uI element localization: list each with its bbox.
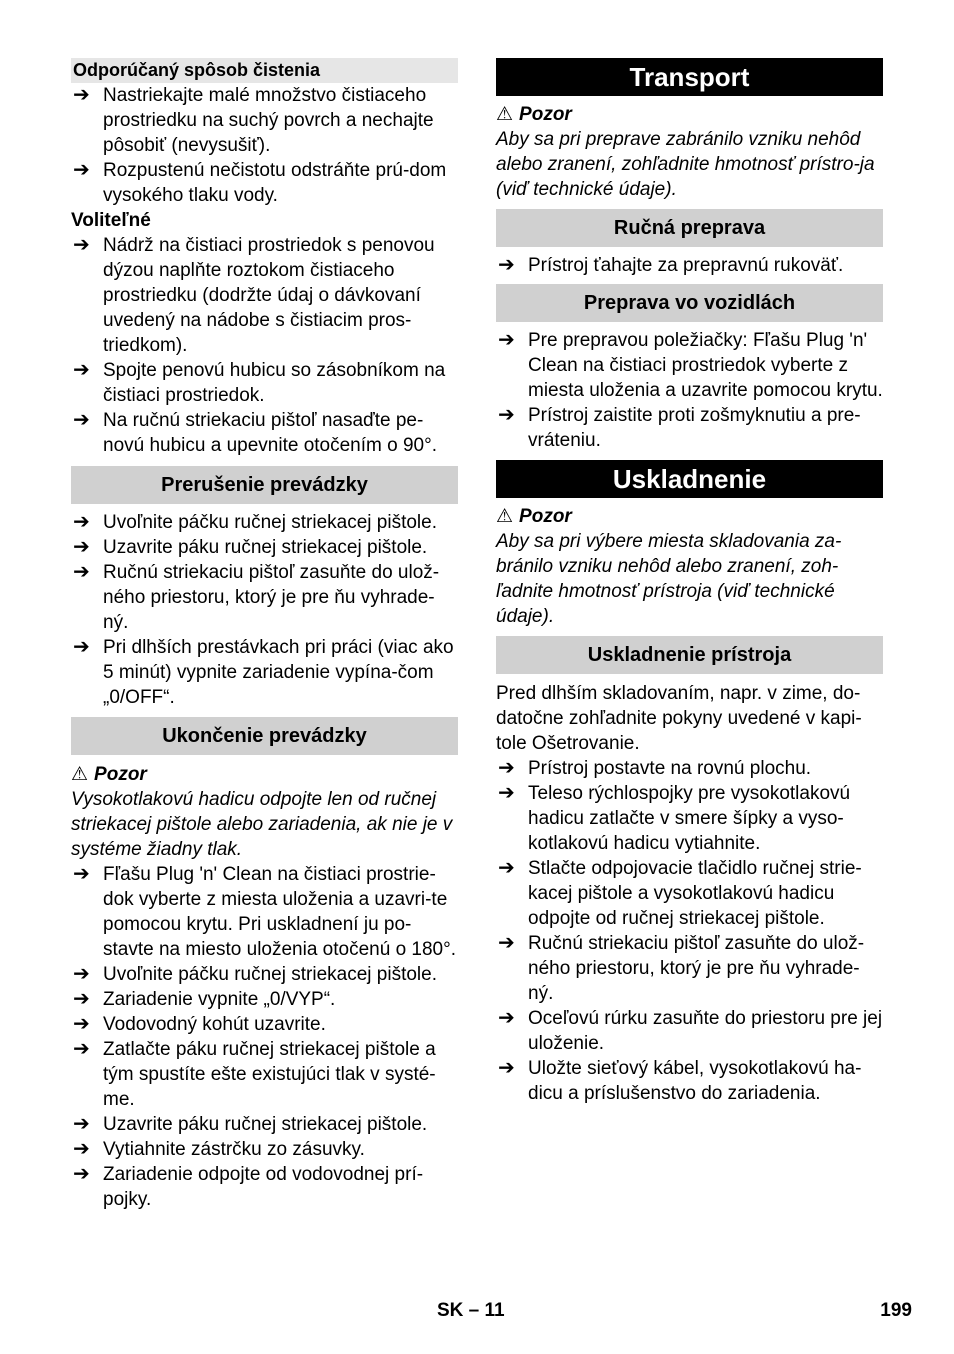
cleaning-method-list (71, 83, 458, 208)
list-item (71, 1037, 458, 1112)
list-item (71, 862, 458, 962)
device-storage-paragraph: Pred dlhším skladovaním, napr. v zime, do-datočne zohľadnite pokyny uvedené v kapi-tole Ošetrovanie. (496, 683, 862, 754)
arrow-right-icon: ➔ (73, 963, 90, 985)
arrow-right-icon: ➔ (73, 561, 90, 583)
list-item (71, 158, 458, 208)
list-item (71, 1162, 458, 1212)
transport-warning-text: Aby sa pri preprave zabránilo vzniku nehôd alebo zranení, zohľadnite hmotnosť prístro-ja (viď technické údaje). (496, 129, 875, 200)
list-item-text: Zariadenie vypnite „0/VYP“. (103, 989, 336, 1010)
arrow-right-icon: ➔ (73, 1113, 90, 1135)
arrow-right-icon: ➔ (73, 159, 90, 181)
interrupt-operation-list (71, 510, 458, 710)
list-item (71, 560, 458, 635)
interrupt-operation-heading: Prerušenie prevádzky (71, 466, 458, 504)
list-item-text: Prístroj zaistite proti zošmyknutiu a pre-vráteniu. (528, 405, 861, 451)
list-item-text: Uvoľnite páčku ručnej striekacej pištole. (103, 512, 437, 533)
list-item (71, 635, 458, 710)
list-item-text: Pri dlhších prestávkach pri práci (viac ako 5 minút) vypnite zariadenie vypína-čom „0/OFF“. (103, 637, 454, 708)
left-column (71, 58, 458, 1212)
list-item-text: Uzavrite páku ručnej striekacej pištole. (103, 1114, 428, 1135)
arrow-right-icon: ➔ (498, 757, 515, 779)
list-item-text: Stlačte odpojovacie tlačidlo ručnej strie-kacej pištole a vysokotlakovú hadicu odpojte od ručnej striekacej pištole. (528, 858, 862, 929)
arrow-right-icon: ➔ (73, 636, 90, 658)
device-storage-heading: Uskladnenie prístroja (496, 636, 883, 674)
arrow-right-icon: ➔ (73, 536, 90, 558)
list-item (496, 1056, 883, 1106)
storage-warning-heading (496, 504, 883, 529)
storage-warning-label: Pozor (519, 506, 572, 527)
end-warning-text: Vysokotlakovú hadicu odpojte len od ručnej striekacej pištole alebo zariadenia, ak nie je v systéme žiadny tlak. (71, 789, 453, 860)
list-item-text: Zariadenie odpojte od vodovodnej prí-pojky. (103, 1164, 424, 1210)
arrow-right-icon: ➔ (73, 359, 90, 381)
arrow-right-icon: ➔ (498, 857, 515, 879)
arrow-right-icon: ➔ (498, 932, 515, 954)
arrow-right-icon: ➔ (73, 409, 90, 431)
list-item (496, 253, 883, 278)
optional-list (71, 233, 458, 458)
list-item-text: Vodovodný kohút uzavrite. (103, 1014, 326, 1035)
arrow-right-icon: ➔ (73, 1038, 90, 1060)
list-item (71, 535, 458, 560)
arrow-right-icon: ➔ (73, 1013, 90, 1035)
arrow-right-icon: ➔ (73, 988, 90, 1010)
device-storage-list (496, 756, 883, 1106)
arrow-right-icon: ➔ (498, 782, 515, 804)
warning-triangle-icon: ⚠ (496, 506, 514, 527)
list-item (71, 233, 458, 358)
list-item (496, 756, 883, 781)
page-number: 199 (880, 1300, 912, 1321)
list-item (496, 1006, 883, 1056)
list-item (71, 987, 458, 1012)
arrow-right-icon: ➔ (73, 84, 90, 106)
vehicle-transport-list (496, 328, 883, 453)
arrow-right-icon: ➔ (498, 329, 515, 351)
list-item (71, 1137, 458, 1162)
transport-warning-label: Pozor (519, 104, 572, 125)
transport-heading: Transport (496, 58, 883, 96)
manual-transport-list (496, 253, 883, 278)
list-item (496, 856, 883, 931)
list-item (496, 931, 883, 1006)
arrow-right-icon: ➔ (73, 234, 90, 256)
list-item (71, 83, 458, 158)
storage-warning-text: Aby sa pri výbere miesta skladovania za-bránilo vzniku nehôd alebo zranení, zoh-ľadnite hmotnosť prístroja (viď technické údaje). (496, 531, 842, 627)
arrow-right-icon: ➔ (498, 404, 515, 426)
end-operation-heading: Ukončenie prevádzky (71, 717, 458, 755)
list-item-text: Ručnú striekaciu pištoľ zasuňte do ulož-ného priestoru, ktorý je pre ňu vyhrade-ný. (528, 933, 865, 1004)
list-item-text: Spojte penovú hubicu so zásobníkom na čistiaci prostriedok. (103, 360, 446, 406)
list-item-text: Na ručnú striekaciu pištoľ nasaďte pe-novú hubicu a upevnite otočením o 90°. (103, 410, 437, 456)
list-item-text: Uzavrite páku ručnej striekacej pištole. (103, 537, 428, 558)
arrow-right-icon: ➔ (73, 1138, 90, 1160)
storage-heading: Uskladnenie (496, 460, 883, 498)
manual-transport-heading: Ručná preprava (496, 209, 883, 247)
list-item-text: Oceľovú rúrku zasuňte do priestoru pre jej uloženie. (528, 1008, 883, 1054)
list-item-text: Ručnú striekaciu pištoľ zasuňte do ulož-ného priestoru, ktorý je pre ňu vyhrade-ný. (103, 562, 440, 633)
arrow-right-icon: ➔ (73, 511, 90, 533)
list-item (71, 510, 458, 535)
list-item-text: Fľašu Plug 'n' Clean na čistiaci prostrie-dok vyberte z miesta uloženia a uzavri-te pomocou krytu. Pri uskladnení ju po-stavte na miesto uloženia otočenú o 180°. (103, 864, 456, 960)
arrow-right-icon: ➔ (73, 863, 90, 885)
list-item-text: Uvoľnite páčku ručnej striekacej pištole. (103, 964, 437, 985)
cleaning-method-heading: Odporúčaný spôsob čistenia (71, 58, 458, 83)
list-item (71, 962, 458, 987)
optional-label: Voliteľné (71, 210, 151, 231)
list-item-text: Zatlačte páku ručnej striekacej pištole a tým spustíte ešte existujúci tlak v systé-me. (103, 1039, 436, 1110)
end-warning-heading (71, 762, 458, 787)
list-item-text: Teleso rýchlospojky pre vysokotlakovú hadicu zatlačte v smere šípky a vyso-kotlakovú hadicu vytiahnite. (528, 783, 851, 854)
list-item (71, 1112, 458, 1137)
end-warning-label: Pozor (94, 764, 147, 785)
list-item-text: Pre prepravou poležiačky: Fľašu Plug 'n' Clean na čistiaci prostriedok vyberte z miesta uloženia a uzavrite pomocou krytu. (528, 330, 883, 401)
right-column (496, 58, 883, 1106)
arrow-right-icon: ➔ (498, 254, 515, 276)
warning-triangle-icon: ⚠ (71, 764, 89, 785)
list-item (71, 1012, 458, 1037)
list-item-text: Uložte sieťový kábel, vysokotlakovú ha-dicu a príslušenstvo do zariadenia. (528, 1058, 862, 1104)
arrow-right-icon: ➔ (498, 1007, 515, 1029)
list-item (496, 403, 883, 453)
list-item-text: Nastriekajte malé množstvo čistiaceho prostriedku na suchý povrch a nechajte pôsobiť (nevysušiť). (103, 85, 434, 156)
list-item (496, 781, 883, 856)
list-item-text: Prístroj postavte na rovnú plochu. (528, 758, 812, 779)
end-operation-list (71, 862, 458, 1212)
list-item (496, 328, 883, 403)
footer-section-label: SK – 11 (437, 1300, 505, 1321)
warning-triangle-icon: ⚠ (496, 104, 514, 125)
list-item-text: Prístroj ťahajte za prepravnú rukoväť. (528, 255, 844, 276)
arrow-right-icon: ➔ (498, 1057, 515, 1079)
arrow-right-icon: ➔ (73, 1163, 90, 1185)
vehicle-transport-heading: Preprava vo vozidlách (496, 284, 883, 322)
list-item-text: Rozpustenú nečistotu odstráňte prú-dom vysokého tlaku vody. (103, 160, 447, 206)
list-item-text: Nádrž na čistiaci prostriedok s penovou dýzou naplňte roztokom čistiaceho prostriedku (dodržte údaj o dávkovaní uvedený na nádobe s čistiacim pros-triedkom). (103, 235, 435, 356)
list-item (71, 358, 458, 408)
list-item-text: Vytiahnite zástrčku zo zásuvky. (103, 1139, 365, 1160)
transport-warning-heading (496, 102, 883, 127)
list-item (71, 408, 458, 458)
